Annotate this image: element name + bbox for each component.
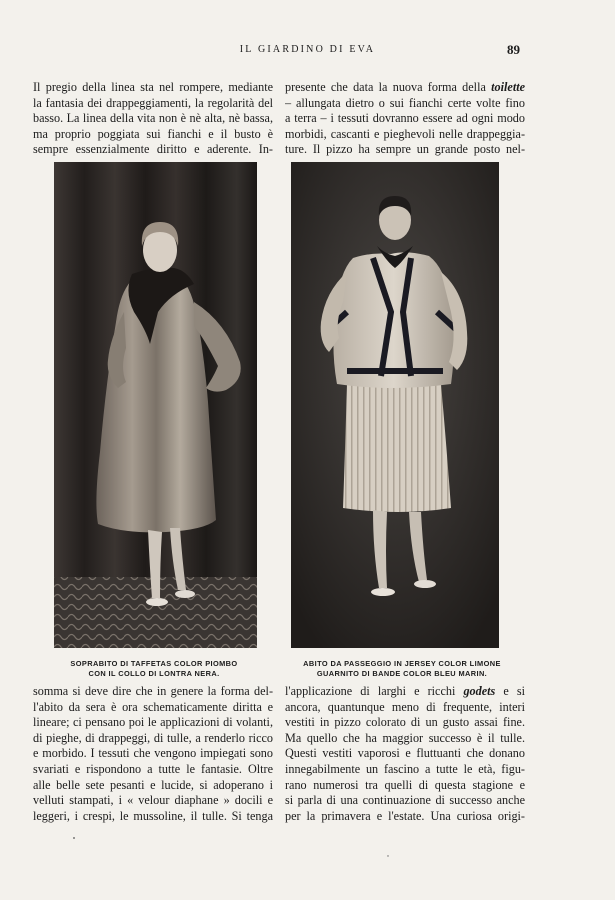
text-run: presente che data la nuova forma della — [285, 80, 492, 94]
text-line: l'abito da sera è ora schematicamente diritta e — [33, 699, 273, 714]
text-line: Il pregio della linea sta nel rompere, mediante — [33, 80, 273, 94]
text-line: alle belle sete pesanti e lucide, si adoperano i — [33, 777, 273, 792]
text-run: l'applicazione di larghi e ricchi — [285, 684, 464, 698]
emphasized-word: godets — [463, 684, 496, 698]
photo-taffeta-coat-image — [54, 162, 257, 648]
text-column-bottom-right — [285, 684, 525, 824]
text-line: innegabilmente un fascino a tutte le età, figu- — [285, 761, 525, 776]
text-line: la fantasia dei drappeggiamenti, la regolarità del — [33, 95, 273, 110]
text-line: velluti stampati, i « velour diaphane » docili e — [33, 793, 273, 808]
photo-jersey-walking-dress-image — [291, 162, 499, 648]
text-line: ture. Il pizzo ha sempre un grande posto nel- — [285, 142, 525, 157]
text-column-top-right — [285, 80, 525, 158]
text-line: vestiti in pizzo colorato di un gusto assai fine. — [285, 715, 525, 730]
caption-line: SOPRABITO DI TAFFETAS COLOR PIOMBO — [70, 659, 238, 668]
text-line — [285, 684, 525, 700]
page-header — [0, 44, 615, 60]
text-column-bottom-left — [33, 684, 273, 824]
caption-line: CON IL COLLO DI LONTRA NERA. — [88, 669, 220, 678]
text-line: e morbido. I tessuti che vengono impiegati sono — [33, 746, 273, 761]
text-column-top-left — [33, 80, 273, 158]
text-line: – allungata dietro o sui fianchi certe volte fino — [285, 95, 525, 110]
text-run: e si — [503, 684, 525, 698]
text-line: a terra – i tessuti dovranno essere ad ogni modo — [285, 111, 525, 126]
text-line: rano numerosi tra quelli di questa stagione e — [285, 777, 525, 792]
text-line: si parla di una continuazione di successo anche — [285, 793, 525, 808]
text-line: Questi vestiti vaporosi e fluttuanti che donano — [285, 746, 525, 761]
text-line: morbidi, cascanti e pieghevoli nelle drappeggia- — [285, 126, 525, 141]
caption-taffeta-coat — [34, 659, 274, 679]
caption-line: ABITO DA PASSEGGIO IN JERSEY COLOR LIMONE — [303, 659, 501, 668]
text-line: somma si deve dire che in genere la forma del- — [33, 684, 273, 698]
text-line: svariati e rispondono a tutte le fantasie. Oltre — [33, 761, 273, 776]
text-line: leggeri, i crespi, le mussoline, il tulle. Si tenga — [33, 808, 273, 823]
caption-line: GUARNITO DI BANDE COLOR BLEU MARIN. — [316, 669, 488, 678]
text-line: basso. La linea della vita non è nè alta, nè bassa, — [33, 111, 273, 126]
emphasized-word: toilette — [491, 80, 525, 94]
photo-jersey-walking-dress — [291, 162, 499, 648]
text-line: di pieghe, di drappeggi, di tulle, a renderlo ricco — [33, 730, 273, 745]
text-line: ma proprio poggiata sui fianchi e il busto è — [33, 126, 273, 141]
text-line: per la primavera e l'estate. Una curiosa origi- — [285, 808, 525, 823]
text-line: ancora, quantunque meno di frequente, interi — [285, 699, 525, 714]
caption-jersey-walking-dress — [282, 659, 522, 679]
text-line: sempre essenzialmente diritto e aderente. In- — [33, 142, 273, 157]
text-line: Ma quello che ha maggior successo è il tulle. — [285, 730, 525, 745]
text-line: lineare; ci pensano poi le applicazioni di volanti, — [33, 715, 273, 730]
photo-taffeta-coat — [54, 162, 257, 648]
text-line — [285, 80, 525, 96]
page-number: 89 — [507, 42, 520, 57]
running-head: IL GIARDINO DI EVA — [239, 44, 376, 55]
